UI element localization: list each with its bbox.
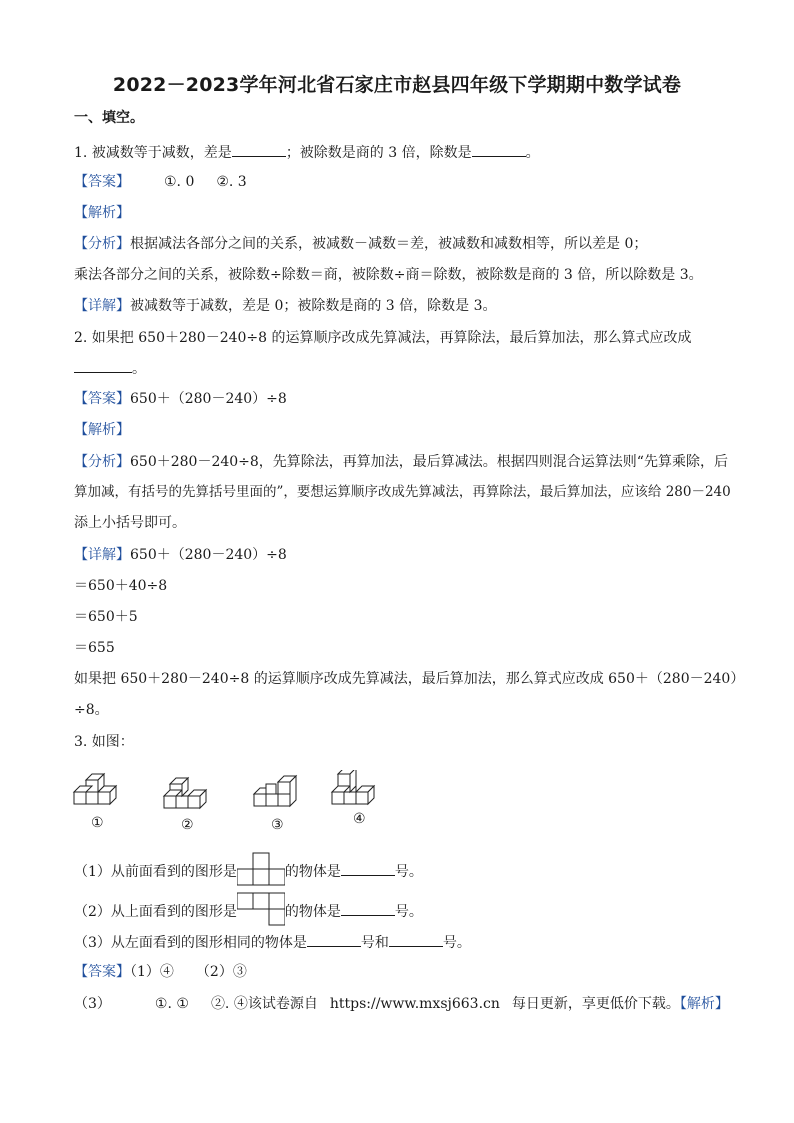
question-1 xyxy=(74,142,540,163)
q1-fenxi-2: 乘法各部分之间的关系，被除数÷除数＝商，被除数÷商＝除数，被除数是商的 3 倍，所以除数是 3。 xyxy=(74,267,703,283)
q3-sub1-post: 的物体是 xyxy=(284,864,341,880)
answer-blank xyxy=(307,932,361,947)
answer-tag: 【答案】 xyxy=(74,964,130,980)
q3-ans3-a: ①. ① xyxy=(154,996,189,1012)
q2-fenxi-text-1: 650＋280－240÷8，先算除法，再算加法，最后算减法。根据四则混合运算法则“先算乘除，后 xyxy=(130,454,728,470)
q3-answer-1: （1）④ xyxy=(130,964,174,980)
cube-figure-3 xyxy=(254,776,296,806)
q3-sub3 xyxy=(74,932,471,953)
figure-label-1: ① xyxy=(91,815,104,831)
q3-sub1-end: 号。 xyxy=(394,864,423,880)
q2-fenxi-2: 算加减，有括号的先算括号里面的”，要想运算顺序改成先算减法，再算除法，最后算加法，应该给 280－240 xyxy=(74,484,731,500)
q1-text-post: 。 xyxy=(525,145,540,161)
q1-xiangjie-text: 被减数等于减数，差是 0；被除数是商的 3 倍，除数是 3。 xyxy=(130,298,497,314)
q2-fenxi-3: 添上小括号即可。 xyxy=(74,515,186,531)
q3-sub2 xyxy=(74,892,423,932)
cube-figures-svg xyxy=(70,770,390,832)
q2-line2-post: 。 xyxy=(132,361,146,377)
cube-figure-2 xyxy=(164,778,206,808)
cube-figures xyxy=(70,770,390,832)
q1-answer xyxy=(74,172,247,192)
analysis-tag: 【解析】 xyxy=(679,996,729,1012)
q1-fenxi-text: 根据减法各部分之间的关系，被减数－减数＝差，被减数和减数相等，所以差是 0； xyxy=(130,236,648,252)
q2-step-2: ＝650＋40÷8 xyxy=(74,578,168,594)
q2-answer-text: 650＋（280－240）÷8 xyxy=(130,391,287,407)
q2-fenxi-1 xyxy=(74,452,728,472)
fenxi-tag: 【分析】 xyxy=(74,236,130,252)
answer-blank xyxy=(232,142,286,157)
answer-blank xyxy=(74,358,132,373)
front-view-shape xyxy=(237,852,285,892)
q2-answer xyxy=(74,389,287,409)
q2-xiangjie xyxy=(74,545,287,565)
answer-tag: 【答案】 xyxy=(74,391,130,407)
answer-tag: 【答案】 xyxy=(74,174,130,190)
page-title: 2022－2023学年河北省石家庄市赵县四年级下学期期中数学试卷 xyxy=(112,74,682,96)
q3-sub2-pre: （2）从上面看到的图形是 xyxy=(74,904,237,920)
q1-text-mid: ；被除数是商的 3 倍，除数是 xyxy=(285,145,472,161)
q1-answer-1: ①. 0 xyxy=(164,174,195,190)
figure-label-2: ② xyxy=(181,817,194,833)
q3-answer-3 xyxy=(74,994,729,1014)
q3-sub2-end: 号。 xyxy=(394,904,423,920)
section-heading: 一、填空。 xyxy=(74,110,144,126)
q1-analysis-tag: 【解析】 xyxy=(74,205,130,221)
q1-answer-2: ②. 3 xyxy=(216,174,247,190)
xiangjie-tag: 【详解】 xyxy=(74,547,130,563)
q1-xiangjie xyxy=(74,296,497,316)
xiangjie-tag: 【详解】 xyxy=(74,298,130,314)
q3-ans3-tail: 每日更新，享更低价下载。 xyxy=(511,996,680,1012)
q1-fenxi xyxy=(74,234,647,254)
q1-text-pre: 1. 被减数等于减数，差是 xyxy=(74,145,232,161)
answer-blank xyxy=(341,901,395,916)
q3-sub2-post: 的物体是 xyxy=(284,904,341,920)
fenxi-tag: 【分析】 xyxy=(74,454,130,470)
source-url: https://www.mxsj663.cn xyxy=(329,996,500,1012)
q3-sub3-end: 号。 xyxy=(442,935,471,951)
figure-label-3: ③ xyxy=(271,817,284,833)
q3-sub1-pre: （1）从前面看到的图形是 xyxy=(74,864,237,880)
question-2: 2. 如果把 650＋280－240÷8 的运算顺序改成先算减法，再算除法，最后算加法，那么算式应改成 xyxy=(74,330,692,346)
q2-step-3: ＝650＋5 xyxy=(74,609,138,625)
q3-sub1 xyxy=(74,852,423,892)
figure-label-4: ④ xyxy=(353,811,366,827)
q3-sub3-mid: 号和 xyxy=(360,935,389,951)
q2-analysis-tag: 【解析】 xyxy=(74,422,130,438)
q2-step-1: 650＋（280－240）÷8 xyxy=(130,547,287,563)
q3-answer-2: （2）③ xyxy=(195,964,247,980)
q2-step-4: ＝655 xyxy=(74,640,115,656)
top-view-shape xyxy=(237,892,285,932)
q2-conclusion-1: 如果把 650＋280－240÷8 的运算顺序改成先算减法，最后算加法，那么算式应改成 650＋（280－240） xyxy=(74,671,745,687)
answer-blank xyxy=(389,932,443,947)
cube-figure-4 xyxy=(332,770,374,804)
cube-figure-1 xyxy=(74,774,116,804)
q2-conclusion-2: ÷8。 xyxy=(74,702,109,718)
question-2-line2 xyxy=(74,358,146,379)
q3-ans3-pre: （3） xyxy=(74,996,111,1012)
q3-answer xyxy=(74,962,247,982)
answer-blank xyxy=(472,142,526,157)
q3-sub3-pre: （3）从左面看到的图形相同的物体是 xyxy=(74,935,307,951)
answer-blank xyxy=(341,861,395,876)
question-3: 3. 如图： xyxy=(74,734,134,750)
q3-ans3-b: ②. ④该试卷源自 xyxy=(210,996,318,1012)
